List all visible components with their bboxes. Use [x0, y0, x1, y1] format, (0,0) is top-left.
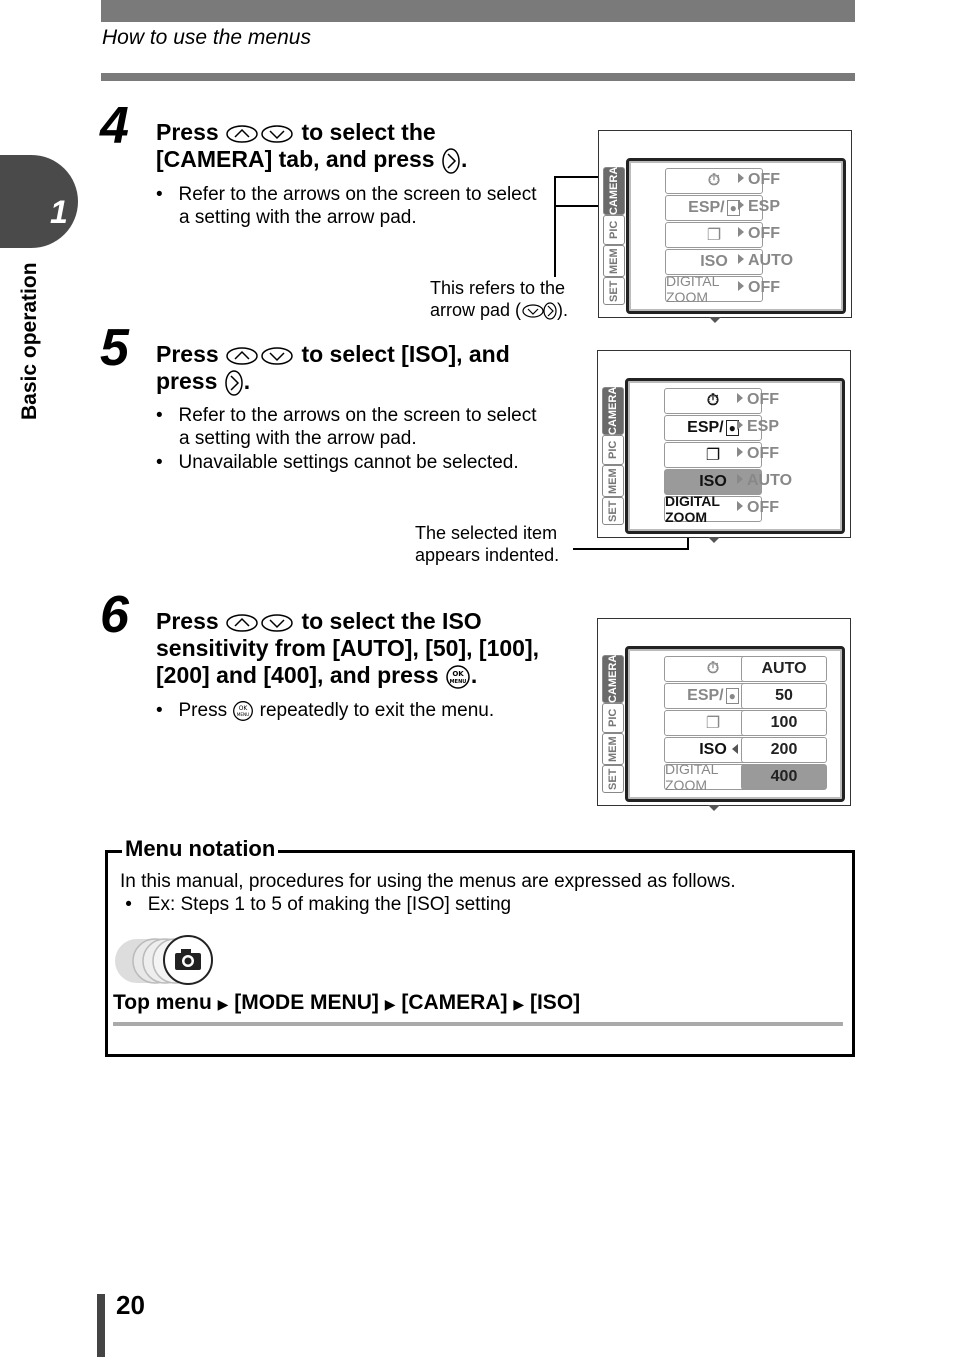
tab-pic[interactable]: PIC — [603, 215, 625, 245]
menu-item-label: DIGITAL ZOOM — [665, 761, 718, 793]
step-title: Press to select the [CAMERA] tab, and press . — [156, 119, 468, 172]
chapter-number: 1 — [50, 194, 68, 230]
menu-value: ESP — [737, 418, 779, 436]
iso-option-auto[interactable]: AUTO — [741, 656, 827, 682]
step-title: Press to select [ISO], and press . — [156, 341, 510, 394]
lcd-screen — [597, 350, 851, 538]
iso-option-50[interactable]: 50 — [741, 683, 827, 709]
menu-notation-text: In this manual, procedures for using the menus are expressed as follows. • Ex: Steps 1 to 5 of making the [ISO] setting — [120, 871, 736, 915]
ok-menu-button-icon — [445, 664, 471, 690]
page-number-bar — [97, 1294, 105, 1357]
triangle-right-icon: ▶ — [513, 996, 525, 1012]
note-line: Ex: Steps 1 to 5 of making the [ISO] setting — [147, 894, 512, 915]
scroll-down-icon — [708, 805, 720, 811]
note-line: In this manual, procedures for using the menus are expressed as follows. — [120, 871, 736, 892]
lcd-screen — [597, 618, 851, 806]
tab-camera[interactable]: CAMERA — [603, 167, 625, 215]
step-bullet: • Unavailable settings cannot be selected. — [156, 452, 519, 473]
menu-value: AUTO — [737, 472, 792, 490]
tab-pic[interactable]: PIC — [602, 435, 624, 465]
menu-value: OFF — [737, 445, 779, 463]
header-title: How to use the menus — [102, 26, 311, 49]
up-down-arrow-icon — [225, 613, 295, 633]
callout-text: appears indented. — [415, 545, 560, 565]
svg-text:OK: OK — [239, 706, 248, 713]
lcd-screen — [598, 130, 852, 318]
self-timer-icon: ⏱ — [706, 392, 720, 409]
menu-path-item: Top menu — [113, 991, 212, 1014]
up-down-arrow-icon — [225, 124, 295, 144]
step-bullet: • Refer to the arrows on the screen to select a setting with the arrow pad. — [156, 184, 537, 228]
callout-selected — [415, 522, 559, 566]
menu-value: OFF — [737, 499, 779, 517]
callout-arrow-pad: This refers to the arrow pad ( ). — [430, 278, 569, 320]
step-bullet: • Refer to the arrows on the screen to select a setting with the arrow pad. — [156, 405, 537, 449]
bullet-text: Refer to the arrows on the screen to select a setting with the arrow pad. — [178, 184, 537, 228]
tab-mem[interactable]: MEM — [602, 465, 624, 497]
svg-text:MENU: MENU — [449, 678, 467, 685]
scroll-down-icon — [709, 317, 721, 323]
page-number: 20 — [116, 1290, 145, 1320]
menu-item-label: ESP/ — [688, 199, 725, 216]
bullet-text: Unavailable settings cannot be selected. — [178, 452, 519, 473]
spot-metering-icon: ● — [727, 200, 740, 216]
lcd-tabs — [602, 655, 624, 795]
lcd-frame — [625, 378, 845, 534]
step-title-text: to select [ISO], and — [301, 341, 510, 367]
menu-value: OFF — [738, 225, 780, 243]
menu-value: ESP — [738, 198, 780, 216]
step-title-text: to select the ISO — [301, 608, 482, 634]
menu-path-item: [CAMERA] — [401, 991, 508, 1014]
menu-path-item: [ISO] — [529, 991, 581, 1014]
sequential-icon: ❐ — [705, 447, 721, 464]
step-title-text: Press — [156, 608, 219, 634]
bullet-text: Press — [178, 700, 228, 721]
menu-item-label: DIGITAL ZOOM — [665, 493, 720, 525]
svg-text:OK: OK — [452, 669, 464, 678]
right-arrow-icon — [224, 370, 244, 396]
step-title-text: to select the — [301, 119, 436, 145]
menu-notation-title: Menu notation — [122, 836, 278, 862]
arrow-pad-icon — [521, 302, 557, 320]
lcd-tabs — [602, 387, 624, 527]
tab-set[interactable]: SET — [602, 497, 624, 525]
callout-line — [573, 548, 689, 550]
bullet-text: Refer to the arrows on the screen to select a setting with the arrow pad. — [178, 405, 537, 449]
sequential-icon: ❐ — [706, 227, 722, 244]
header-bar — [101, 0, 855, 22]
self-timer-icon: ⏱ — [707, 172, 721, 189]
menu-item-label: ESP/ — [687, 419, 724, 436]
triangle-right-icon: ▶ — [217, 996, 229, 1012]
bullet-text: repeatedly to exit the menu. — [259, 700, 495, 721]
lcd-tabs — [603, 167, 625, 307]
up-down-arrow-icon — [225, 346, 295, 366]
iso-option-200[interactable]: 200 — [741, 737, 827, 763]
step-bullet: • Press OK MENU repeatedly to exit the menu. — [156, 700, 495, 721]
callout-line — [554, 176, 556, 277]
iso-option-100[interactable]: 100 — [741, 710, 827, 736]
menu-value: OFF — [738, 279, 780, 297]
ok-menu-button-icon — [232, 700, 254, 722]
scroll-down-icon — [708, 537, 720, 543]
step-title-text: sensitivity from [AUTO], [50], [100], — [156, 635, 539, 661]
menu-item-label: ESP/ — [687, 687, 724, 704]
menu-item-label: ISO — [699, 741, 727, 758]
callout-text: This refers to the — [430, 278, 566, 298]
step-number: 4 — [100, 97, 129, 155]
tab-pic[interactable]: PIC — [602, 703, 624, 733]
menu-item-label: DIGITAL ZOOM — [666, 273, 719, 305]
step-title-text: Press — [156, 341, 219, 367]
menu-path-rule — [113, 1022, 843, 1026]
tab-camera[interactable]: CAMERA — [602, 387, 624, 435]
step-number: 6 — [100, 586, 129, 644]
triangle-right-icon: ▶ — [384, 996, 396, 1012]
tab-set[interactable]: SET — [603, 277, 625, 305]
lcd-frame — [626, 158, 846, 314]
callout-text: The selected item — [415, 523, 558, 543]
chapter-label: Basic operation — [18, 262, 41, 420]
right-arrow-icon — [441, 148, 461, 174]
menu-value: AUTO — [738, 252, 793, 270]
step-title-text: Press — [156, 119, 219, 145]
spot-metering-icon: ● — [726, 688, 739, 704]
step-number: 5 — [100, 319, 129, 377]
menu-path — [113, 991, 580, 1015]
tab-mem[interactable]: MEM — [603, 245, 625, 277]
spot-metering-icon: ● — [726, 420, 739, 436]
lcd-frame — [625, 646, 845, 802]
tab-set[interactable]: SET — [602, 765, 624, 793]
tab-camera[interactable]: CAMERA — [602, 655, 624, 703]
header-rule — [101, 73, 855, 81]
step-title: Press to select the ISO sensitivity from [AUTO], [50], [100], [200] and [400], and press OK MENU . — [156, 608, 539, 688]
menu-value: OFF — [738, 171, 780, 189]
iso-option-400[interactable]: 400 — [741, 764, 827, 790]
self-timer-icon: ⏱ — [706, 660, 720, 677]
menu-path-item: [MODE MENU] — [234, 991, 379, 1014]
menu-item-label: ISO — [699, 473, 727, 490]
callout-text: arrow pad ( — [430, 300, 522, 320]
camera-mode-icon — [115, 935, 223, 985]
tab-mem[interactable]: MEM — [602, 733, 624, 765]
sequential-icon: ❐ — [705, 715, 721, 732]
step-title-text: press — [156, 368, 218, 394]
step-title-text: [CAMERA] tab, and press — [156, 146, 435, 172]
menu-item-label: ISO — [700, 253, 728, 270]
left-arrow-icon — [732, 744, 738, 754]
menu-value: OFF — [737, 391, 779, 409]
callout-line — [554, 205, 602, 207]
step-title-text: [200] and [400], and press — [156, 662, 439, 688]
svg-text:MENU: MENU — [237, 712, 250, 718]
